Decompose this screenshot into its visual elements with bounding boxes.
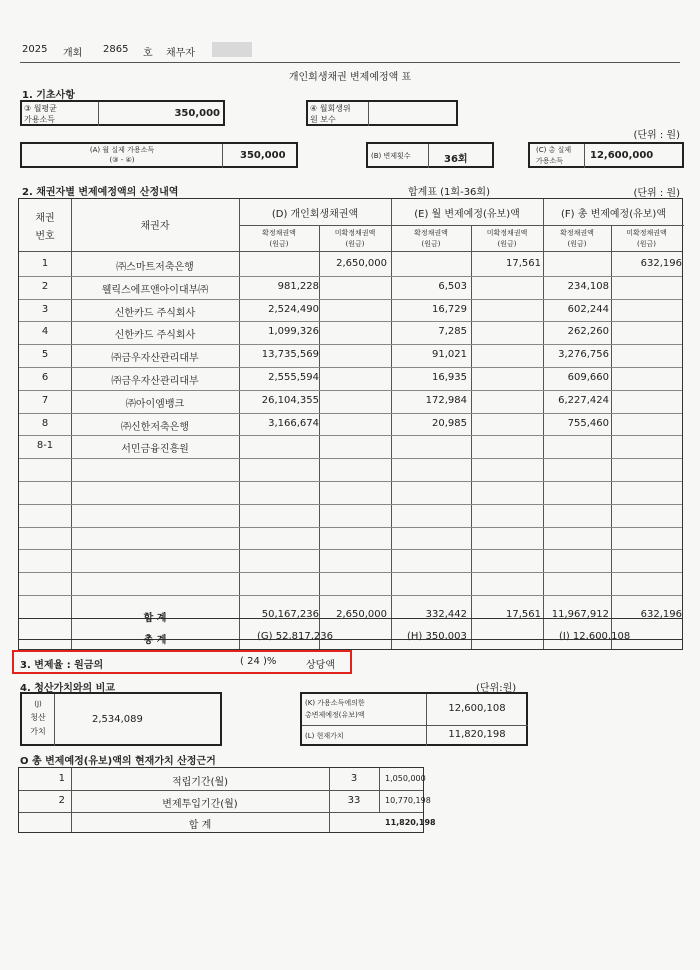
table-row-rule bbox=[19, 435, 682, 436]
sum-d-unfixed: 2,650,000 bbox=[336, 609, 387, 620]
pv-row-months: 3 bbox=[350, 773, 358, 784]
creditor-row-d1: 2,555,594 bbox=[268, 372, 319, 383]
creditor-row-e1: 16,935 bbox=[432, 372, 467, 383]
table-column-rule bbox=[543, 199, 544, 649]
sub-header-unfixed: (원금) bbox=[497, 240, 517, 248]
pv-row-value: 10,770,198 bbox=[385, 796, 431, 805]
col-e-header: (E) 월 변제예정(유보)액 bbox=[414, 209, 520, 220]
total-income-label: (C) 총 실제 bbox=[536, 146, 572, 154]
table-row-rule bbox=[19, 390, 682, 391]
table-row-rule bbox=[19, 413, 682, 414]
creditor-row-no: 3 bbox=[41, 303, 49, 315]
table-row-rule bbox=[19, 504, 682, 505]
creditor-row-f1: 262,260 bbox=[567, 326, 609, 338]
pv-row-value: 1,050,000 bbox=[385, 774, 426, 783]
creditor-row-e1: 16,729 bbox=[432, 303, 467, 315]
col-no-header-2: 번호 bbox=[35, 231, 55, 242]
liquidation-value: 2,534,089 bbox=[92, 714, 143, 725]
table-row-rule bbox=[19, 458, 682, 459]
sum-d-fixed: 50,167,236 bbox=[261, 609, 319, 620]
section4-unit: (단위:원) bbox=[476, 683, 517, 694]
creditor-row-name: 웰릭스에프앤아이대부㈜ bbox=[101, 284, 209, 296]
sum-f-fixed: 11,967,912 bbox=[551, 609, 609, 620]
l-value: 11,820,198 bbox=[448, 729, 506, 740]
liquidation-label-3: 가치 bbox=[30, 727, 46, 736]
monthly-income-label: ③ 월평균 bbox=[24, 104, 57, 113]
liquidation-label: (J) bbox=[34, 700, 42, 708]
liquidation-value-box bbox=[20, 692, 222, 746]
creditor-row-e1: 172,984 bbox=[425, 394, 467, 406]
table-row-rule bbox=[19, 299, 682, 300]
table-row-rule bbox=[19, 595, 682, 596]
sub-header-fixed: 확정채권액 bbox=[560, 229, 594, 237]
grand-total-i: (I) 12,600,108 bbox=[559, 631, 631, 642]
pv-row-months: 33 bbox=[347, 795, 361, 806]
creditor-table bbox=[18, 198, 683, 650]
header-rule bbox=[20, 62, 680, 63]
k-value: 12,600,108 bbox=[448, 703, 506, 714]
k-label: (K) 가용소득에의한 bbox=[305, 699, 365, 707]
creditor-row-no: 7 bbox=[41, 394, 49, 406]
table-column-rule bbox=[239, 199, 240, 649]
pv-row-no: 1 bbox=[58, 773, 65, 784]
creditor-row-f1: 6,227,424 bbox=[558, 394, 609, 406]
present-value-table bbox=[18, 767, 436, 833]
pv-total-value: 11,820,198 bbox=[385, 818, 436, 827]
creditor-row-no: 4 bbox=[41, 326, 49, 338]
trustee-fee-box bbox=[306, 100, 458, 126]
table-column-rule bbox=[71, 199, 72, 649]
sub-header-fixed: 확정채권액 bbox=[414, 229, 448, 237]
creditor-row-no: 1 bbox=[41, 258, 49, 269]
section4-title: 4. 청산가치와의 비교 bbox=[20, 683, 115, 694]
pv-row-label: 변제투입기간(월) bbox=[162, 799, 238, 810]
k-label-2: 총변제예정(유보)액 bbox=[305, 711, 365, 719]
sub-header-unfixed: 미확정채권액 bbox=[626, 229, 667, 237]
repayment-rate-value: ( 24 )% bbox=[240, 656, 277, 667]
sub-header-fixed: (원금) bbox=[421, 240, 441, 248]
creditor-row-d1: 2,524,490 bbox=[268, 303, 319, 315]
table-column-rule bbox=[319, 225, 320, 649]
sum-e-fixed: 332,442 bbox=[425, 609, 467, 620]
grand-total-label: 총 계 bbox=[143, 635, 167, 646]
sub-header-unfixed: (원금) bbox=[345, 240, 365, 248]
table-row-rule bbox=[19, 527, 682, 528]
creditor-row-e1: 20,985 bbox=[432, 417, 467, 429]
case-year: 2025 bbox=[22, 44, 48, 55]
grand-total-g: (G) 52,817,236 bbox=[257, 631, 333, 642]
table-row-rule bbox=[19, 481, 682, 482]
section1-unit: (단위 : 원) bbox=[633, 130, 680, 141]
creditor-row-f2: 632,196 bbox=[640, 258, 682, 269]
total-income-box bbox=[528, 142, 684, 168]
total-income-value: 12,600,000 bbox=[590, 150, 654, 161]
sum-label: 합 계 bbox=[143, 613, 167, 624]
table-row-rule bbox=[19, 321, 682, 322]
creditor-row-name: ㈜금우자산관리대부 bbox=[111, 376, 199, 387]
creditor-row-f1: 609,660 bbox=[567, 372, 609, 383]
creditor-row-f1: 234,108 bbox=[567, 280, 609, 292]
col-no-header: 채권 bbox=[35, 213, 55, 224]
case-ho: 호 bbox=[143, 48, 153, 59]
case-number: 2865 bbox=[103, 44, 129, 55]
sub-header-unfixed: 미확정채권액 bbox=[486, 229, 528, 237]
real-income-label: (A) 월 실제 가용소득 bbox=[89, 146, 155, 154]
case-gaehoe: 개회 bbox=[63, 48, 83, 59]
creditor-row-no: 2 bbox=[41, 280, 49, 292]
creditor-row-d1: 3,166,674 bbox=[268, 417, 319, 429]
l-label: (L) 현재가치 bbox=[305, 732, 344, 740]
table-row-rule bbox=[19, 549, 682, 550]
creditor-row-f1: 3,276,756 bbox=[558, 349, 609, 361]
creditor-row-name: 서민금융진흥원 bbox=[121, 444, 189, 456]
monthly-income-label-2: 가용소득 bbox=[24, 115, 55, 124]
creditor-row-f1: 602,244 bbox=[567, 303, 609, 315]
creditor-row-e1: 91,021 bbox=[432, 349, 467, 361]
real-income-value: 350,000 bbox=[240, 150, 286, 161]
redacted-debtor-name bbox=[212, 42, 252, 57]
sub-header-fixed: 확정채권액 bbox=[262, 229, 296, 237]
creditor-row-d1: 13,735,569 bbox=[261, 349, 319, 361]
repayment-rate-suffix: 상당액 bbox=[306, 660, 335, 671]
creditor-row-no: 8 bbox=[41, 417, 49, 429]
pv-row-label: 적립기간(월) bbox=[171, 777, 229, 788]
table-row-rule bbox=[19, 276, 682, 277]
section1-title: 1. 기초사항 bbox=[22, 90, 75, 101]
comparison-box bbox=[300, 692, 528, 746]
col-creditor-header: 채권자 bbox=[140, 221, 170, 232]
sub-header-unfixed: 미확정채권액 bbox=[334, 229, 376, 237]
creditor-row-e2: 17,561 bbox=[506, 258, 541, 269]
payment-count-value: 36회 bbox=[444, 154, 468, 165]
creditor-row-name: 신한카드 주식회사 bbox=[114, 307, 196, 319]
creditor-row-no: 8-1 bbox=[36, 440, 54, 452]
table-row-rule bbox=[19, 344, 682, 345]
liquidation-label-2: 청산 bbox=[30, 713, 46, 722]
section2-unit: (단위 : 원) bbox=[633, 188, 680, 199]
monthly-income-box bbox=[20, 100, 225, 126]
grand-total-h: (H) 350,003 bbox=[407, 631, 467, 642]
debtor-label: 채무자 bbox=[166, 48, 195, 59]
table-column-rule bbox=[611, 225, 612, 649]
creditor-row-d1: 981,228 bbox=[277, 280, 319, 292]
table-header-rule bbox=[19, 251, 682, 252]
section2-title: 2. 채권자별 변제예정액의 산정내역 bbox=[22, 187, 179, 198]
payment-count-box bbox=[366, 142, 494, 168]
document-title: 개인회생채권 변제예정액 표 bbox=[288, 72, 412, 83]
sub-header-unfixed: (원금) bbox=[637, 240, 656, 248]
creditor-row-d1: 26,104,355 bbox=[261, 394, 319, 406]
creditor-row-d2: 2,650,000 bbox=[336, 258, 387, 269]
creditor-row-name: ㈜금우자산관리대부 bbox=[111, 353, 199, 365]
trustee-fee-label-2: 원 보수 bbox=[310, 115, 336, 124]
sub-header-fixed: (원금) bbox=[269, 240, 289, 248]
pv-row-no: 2 bbox=[58, 795, 65, 806]
creditor-row-f1: 755,460 bbox=[567, 417, 609, 429]
creditor-row-no: 5 bbox=[41, 349, 49, 361]
creditor-row-d1: 1,099,326 bbox=[268, 326, 319, 338]
sum-f-unfixed: 632,196 bbox=[640, 609, 682, 620]
total-income-label-2: 가용소득 bbox=[536, 157, 564, 165]
creditor-row-name: ㈜신한저축은행 bbox=[121, 421, 189, 433]
monthly-income-value: 350,000 bbox=[174, 108, 220, 119]
table-column-rule bbox=[391, 199, 392, 649]
table-column-rule bbox=[471, 225, 472, 649]
repayment-rate-label: 3. 변제율 : 원금의 bbox=[20, 660, 104, 671]
table-header-rule bbox=[239, 225, 684, 226]
creditor-row-no: 6 bbox=[41, 372, 49, 383]
trustee-fee-label: ④ 월회생위 bbox=[310, 104, 351, 113]
real-income-label-2: (③ - ④) bbox=[109, 156, 135, 164]
col-f-header: (F) 총 변제예정(유보)액 bbox=[561, 209, 666, 220]
payment-count-label: (B) 변제횟수 bbox=[371, 152, 411, 160]
creditor-row-name: 신한카드 주식회사 bbox=[114, 330, 196, 342]
sum-e-unfixed: 17,561 bbox=[506, 609, 541, 620]
creditor-row-e1: 6,503 bbox=[438, 280, 467, 292]
section2-summary: 합계표 (1회-36회) bbox=[408, 187, 490, 198]
section5-title: O 총 변제예정(유보)액의 현재가치 산정근거 bbox=[20, 756, 216, 767]
table-row-rule bbox=[19, 367, 682, 368]
creditor-row-name: ㈜아이엠뱅크 bbox=[125, 398, 185, 410]
real-income-box bbox=[20, 142, 298, 168]
col-d-header: (D) 개인회생채권액 bbox=[271, 209, 359, 220]
sub-header-fixed: (원금) bbox=[567, 240, 587, 248]
creditor-row-e1: 7,285 bbox=[438, 326, 467, 338]
table-row-rule bbox=[19, 572, 682, 573]
pv-total-label: 합 계 bbox=[188, 820, 212, 831]
creditor-row-name: ㈜스마트저축은행 bbox=[116, 262, 194, 273]
